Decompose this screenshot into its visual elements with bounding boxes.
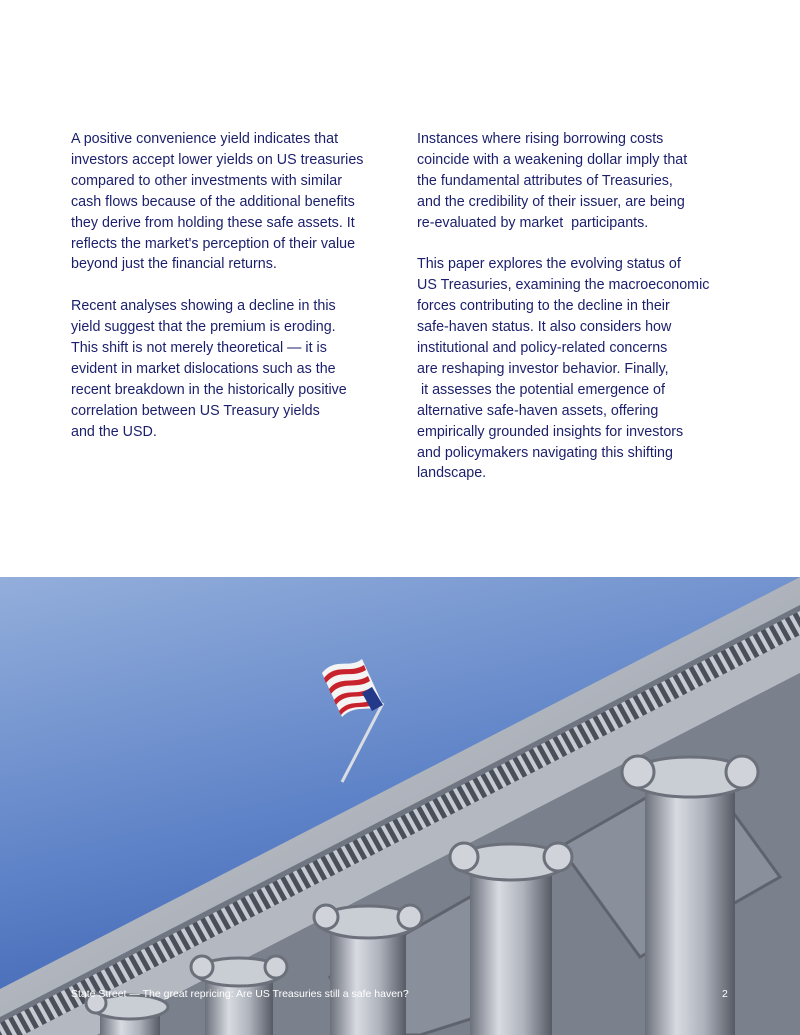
text-line: investors accept lower yields on US treasuries — [71, 151, 364, 168]
text-line: A positive convenience yield indicates that — [71, 131, 339, 147]
page-number: 2 — [722, 988, 728, 1000]
text-line: the fundamental attributes of Treasuries, — [417, 172, 673, 189]
text-line: Recent analyses showing a decline in this — [71, 298, 336, 315]
text-line: are reshaping investor behavior. Finally, — [417, 360, 669, 377]
text-line: Instances where rising borrowing costs — [417, 131, 664, 147]
text-line: alternative safe-haven assets, offering — [417, 402, 659, 419]
left-paragraph-2 — [71, 296, 396, 442]
text-line: institutional and policy-related concerns — [417, 340, 668, 357]
text-line: coincide with a weakening dollar imply that — [417, 151, 688, 168]
text-line: it assesses the potential emergence of — [417, 381, 665, 398]
text-line: US Treasuries, examining the macroeconomic — [417, 277, 710, 294]
text-line: they derive from holding these safe assets. It — [71, 214, 355, 231]
text-line: This shift is not merely theoretical — it is — [71, 340, 327, 357]
left-paragraph-1 — [71, 129, 396, 275]
text-line: cash flows because of the additional benefits — [71, 193, 355, 210]
text-line: and the credibility of their issuer, are being — [417, 193, 685, 210]
right-paragraph-2 — [417, 254, 737, 484]
text-line: and policymakers navigating this shifting — [417, 444, 673, 461]
footer-title: State Street — The great repricing: Are US Treasuries still a safe haven? — [71, 988, 409, 1000]
text-line: re-evaluated by market participants. — [417, 214, 649, 231]
text-line: yield suggest that the premium is eroding. — [71, 319, 336, 336]
text-line: correlation between US Treasury yields — [71, 402, 320, 419]
text-line: and the USD. — [71, 423, 157, 440]
text-line: compared to other investments with similar — [71, 172, 342, 189]
text-line: This paper explores the evolving status of — [417, 256, 681, 273]
treasury-building-photo — [0, 577, 800, 1035]
right-paragraph-1 — [417, 129, 737, 234]
text-line: recent breakdown in the historically positive — [71, 381, 347, 398]
column — [314, 905, 422, 1035]
text-line: evident in market dislocations such as the — [71, 360, 336, 377]
left-column — [71, 129, 396, 443]
paragraph-gap — [417, 234, 737, 255]
text-line: beyond just the financial returns. — [71, 256, 277, 273]
right-column — [417, 129, 737, 484]
text-line: empirically grounded insights for investors — [417, 423, 684, 440]
text-line: forces contributing to the decline in their — [417, 298, 670, 315]
text-line: reflects the market's perception of their value — [71, 235, 356, 252]
paragraph-gap — [71, 275, 396, 296]
text-line: safe-haven status. It also considers how — [417, 319, 672, 336]
text-line: landscape. — [417, 465, 487, 482]
